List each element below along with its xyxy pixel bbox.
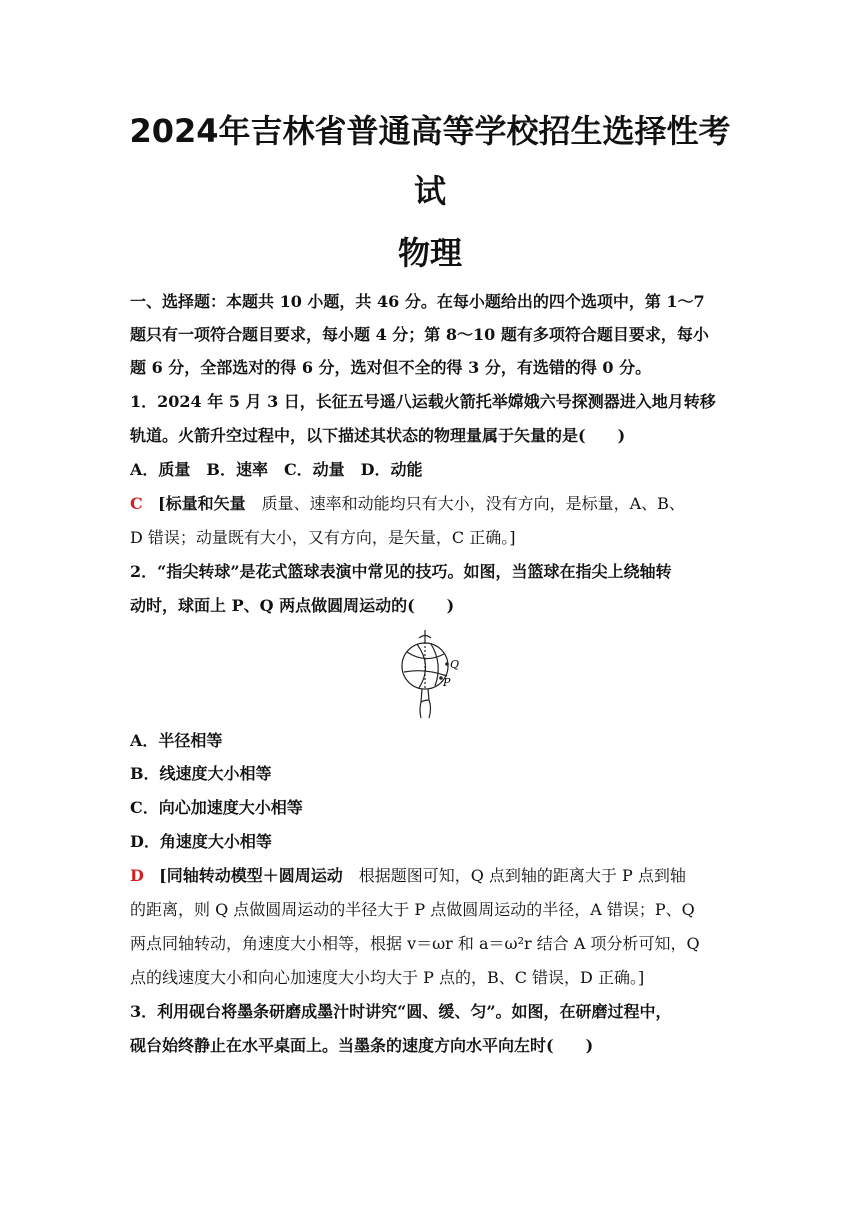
question2-explanation-line4: 点的线速度大小和向心加速度大小均大于 P 点的，B、C 错误，D 正确。] [130,968,645,987]
section1-instructions-line3: 题 6 分，全部选对的得 6 分，选对但不全的得 3 分，有选错的得 0 分。 [130,358,652,377]
point-p-label: P [443,676,451,689]
point-q-label: Q [450,658,460,671]
question1-line1: 1．2024 年 5 月 3 日，长征五号遥八运载火箭托举嫦娥六号探测器进入地月转移 [130,392,716,411]
question1-options: A．质量 B．速率 C．动量 D．动能 [130,460,423,479]
section1-label: 一、选择题： [130,292,227,311]
question2-exp-text: 根据题图可知，Q 点到轴的距离大于 P 点到轴 [342,866,686,885]
question2-option-d: D．角速度大小相等 [130,832,272,851]
question2-option-c: C．向心加速度大小相等 [130,798,303,817]
question2-exp-heading: [同轴转动模型＋圆周运动 [159,866,343,885]
question2-option-a: A．半径相等 [130,731,223,750]
ball-seam-4 [431,644,438,686]
question1-answer: C [130,494,143,513]
section1-text: 本题共 10 小题，共 46 分。在每小题给出的四个选项中，第 1～7 [226,292,705,311]
subject-title: 物理 [397,234,462,272]
question2-option-b: B．线速度大小相等 [130,764,272,783]
section1-instructions-line2: 题只有一项符合题目要求，每小题 4 分；第 8～10 题有多项符合题目要求，每小 [130,325,709,344]
point-q-marker [445,662,449,666]
section1-instructions-line1 [130,292,730,312]
exam-title-line1: 2024年吉林省普通高等学校招生选择性考 [129,112,731,150]
question1-exp-heading: [标量和矢量 [158,494,246,513]
question3-line1: 3．利用砚台将墨条研磨成墨汁时讲究“圆、缓、匀”。如图，在研磨过程中， [130,1002,672,1021]
basketball-figure [395,628,465,720]
finger-crease [421,700,429,702]
question2-explanation-line2: 的距离，则 Q 点做圆周运动的半径大于 P 点做圆周运动的半径，A 错误；P、Q [130,900,695,919]
question2-explanation-line3: 两点同轴转动，角速度大小相等，根据 v＝ωr 和 a＝ω²r 结合 A 项分析可知，Q [130,934,700,953]
question2-line1: 2．“指尖转球”是花式篮球表演中常见的技巧。如图，当篮球在指尖上绕轴转 [130,562,672,581]
question1-exp-text: 质量、速率和动能均只有大小，没有方向，是标量，A、B、 [245,494,685,513]
question1-line2: 轨道。火箭升空过程中，以下描述其状态的物理量属于矢量的是( ) [130,426,626,445]
finger-outline [420,689,431,718]
question1-explanation-line2: D 错误；动量既有大小，又有方向，是矢量，C 正确。] [130,528,516,547]
question1-explanation-line1 [130,494,730,514]
question2-explanation-line1 [130,866,730,886]
ball-seam-3 [417,644,426,688]
question3-line2: 砚台始终静止在水平桌面上。当墨条的速度方向水平向左时( ) [130,1036,594,1055]
question2-answer: D [130,866,144,885]
exam-title-line2: 试 [413,172,446,210]
question2-line2: 动时，球面上 P、Q 两点做圆周运动的( ) [130,596,455,615]
